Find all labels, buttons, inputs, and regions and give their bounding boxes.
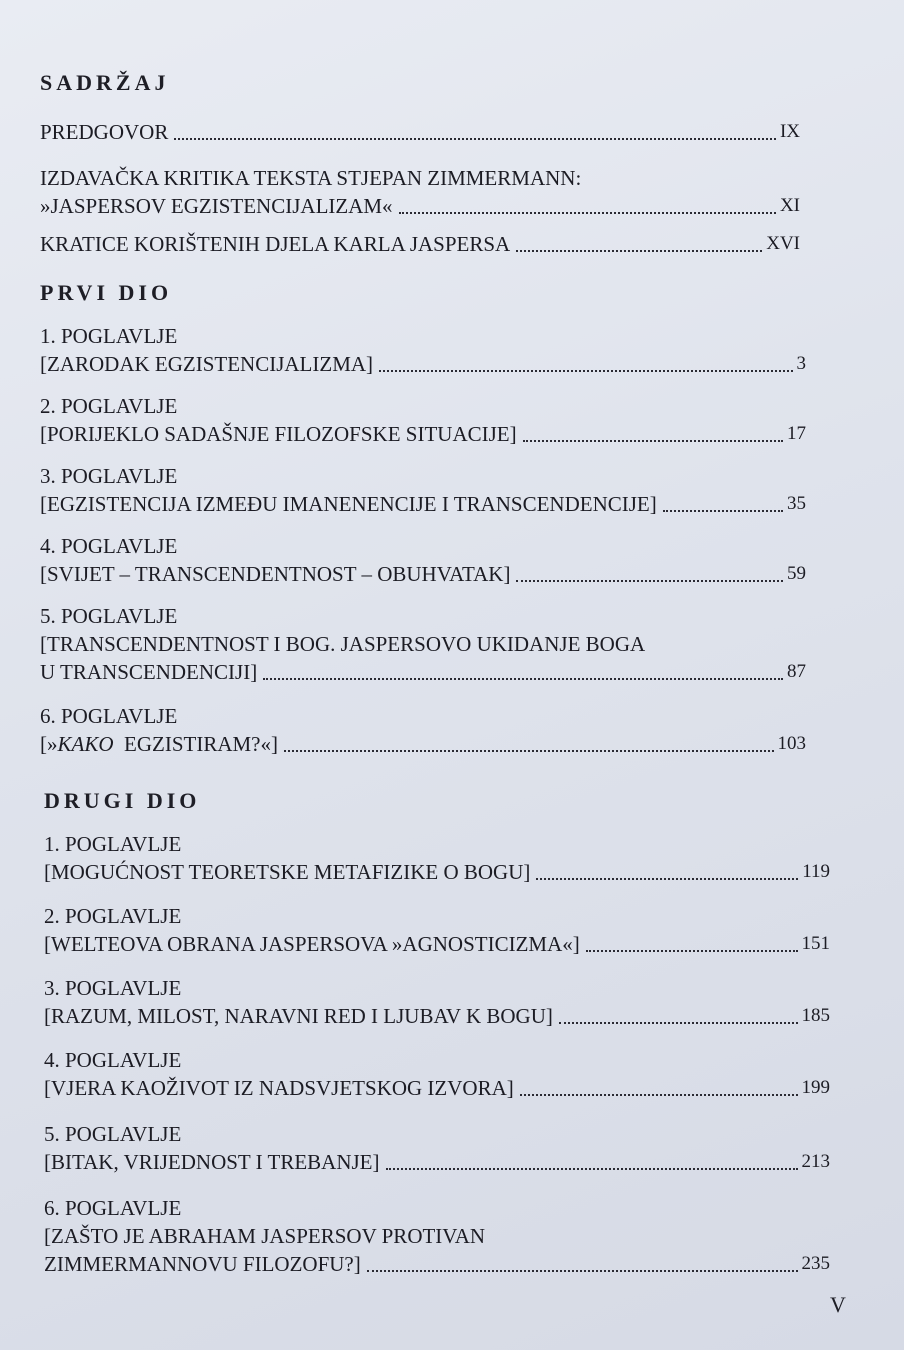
page-number: V — [830, 1292, 846, 1317]
leader-dots — [586, 950, 798, 952]
toc-entry[interactable] — [40, 322, 806, 378]
toc-entry[interactable] — [40, 532, 806, 588]
leader-dots — [516, 580, 783, 582]
toc-entry[interactable] — [44, 830, 830, 886]
chapter-number: 5. POGLAVLJE — [40, 604, 178, 628]
toc-entry[interactable] — [40, 392, 806, 448]
toc-entry[interactable] — [40, 230, 800, 258]
chapter-number: 5. POGLAVLJE — [44, 1122, 182, 1146]
leader-dots — [174, 138, 776, 140]
entry-page-number: 35 — [787, 493, 806, 514]
chapter-number: 3. POGLAVLJE — [44, 976, 182, 1000]
leader-dots — [559, 1022, 798, 1024]
entry-title: [BITAK, VRIJEDNOST I TREBANJE] — [44, 1150, 380, 1174]
toc-entry[interactable] — [40, 164, 800, 220]
chapter-number: 6. POGLAVLJE — [40, 704, 178, 728]
entry-page-number: 151 — [801, 933, 830, 954]
entry-title: [ZARODAK EGZISTENCIJALIZMA] — [40, 352, 374, 376]
entry-page-number: 59 — [787, 563, 806, 584]
leader-dots — [367, 1270, 798, 1272]
toc-entry[interactable] — [44, 1194, 830, 1278]
section-title-sadrzaj: SADRŽAJ — [40, 70, 170, 95]
chapter-number: 6. POGLAVLJE — [44, 1196, 182, 1220]
entry-title-line — [40, 192, 800, 220]
entry-title: [WELTEOVA OBRANA JASPERSOVA »AGNOSTICIZMA«] — [44, 932, 580, 956]
entry-page-number: 185 — [801, 1005, 830, 1026]
entry-title-line — [44, 858, 830, 886]
entry-title: [PORIJEKLO SADAŠNJE FILOZOFSKE SITUACIJE] — [40, 422, 517, 446]
entry-page-number: 213 — [801, 1151, 830, 1172]
entry-title-line — [44, 930, 830, 958]
entry-title: [VJERA KAOŽIVOT IZ NADSVJETSKOG IZVORA] — [44, 1076, 514, 1100]
entry-title-line — [44, 1074, 830, 1102]
leader-dots — [536, 878, 798, 880]
entry-title: ZIMMERMANNOVU FILOZOFU?] — [44, 1252, 361, 1276]
entry-page-number: 199 — [801, 1077, 830, 1098]
entry-page-number: 3 — [796, 353, 806, 374]
entry-title-line — [44, 1148, 830, 1176]
entry-title: [SVIJET – TRANSCENDENTNOST – OBUHVATAK] — [40, 562, 511, 586]
toc-entry[interactable] — [44, 1046, 830, 1102]
entry-title-line — [40, 118, 800, 146]
entry-title — [40, 730, 278, 758]
entry-page-number: 119 — [802, 861, 830, 882]
toc-entry[interactable] — [40, 702, 806, 758]
entry-title-line — [44, 1002, 830, 1030]
leader-dots — [520, 1094, 798, 1096]
entry-title-line — [40, 230, 800, 258]
entry-title-line: [TRANSCENDENTNOST I BOG. JASPERSOVO UKIDANJE BOGA — [40, 632, 646, 656]
chapter-number: 1. POGLAVLJE — [44, 832, 182, 856]
entry-page-number: IX — [779, 121, 800, 142]
entry-title-line: [ZAŠTO JE ABRAHAM JASPERSOV PROTIVAN — [44, 1224, 486, 1248]
leader-dots — [399, 212, 776, 214]
leader-dots — [663, 510, 783, 512]
toc-entry[interactable] — [40, 602, 806, 686]
entry-title-line — [44, 1250, 830, 1278]
section-title-prvi-dio: PRVI DIO — [40, 280, 173, 305]
title-prefix: [» — [40, 732, 58, 756]
entry-title: PREDGOVOR — [40, 120, 169, 144]
entry-page-number: 87 — [787, 661, 806, 682]
entry-title-line — [40, 350, 806, 378]
leader-dots — [523, 440, 783, 442]
entry-title-line — [40, 560, 806, 588]
chapter-number: 3. POGLAVLJE — [40, 464, 178, 488]
entry-page-number: 17 — [787, 423, 806, 444]
toc-entry[interactable] — [40, 462, 806, 518]
chapter-number: 4. POGLAVLJE — [44, 1048, 182, 1072]
entry-title: [MOGUĆNOST TEORETSKE METAFIZIKE O BOGU] — [44, 860, 531, 884]
toc-entry[interactable] — [44, 902, 830, 958]
entry-title-line — [40, 730, 806, 758]
entry-title-line — [40, 658, 806, 686]
entry-title-line — [40, 420, 806, 448]
entry-title: KRATICE KORIŠTENIH DJELA KARLA JASPERSA — [40, 232, 511, 256]
chapter-number: 1. POGLAVLJE — [40, 324, 178, 348]
entry-page-number: 235 — [801, 1253, 830, 1274]
chapter-number: 2. POGLAVLJE — [44, 904, 182, 928]
entry-title-line: IZDAVAČKA KRITIKA TEKSTA STJEPAN ZIMMERMANN: — [40, 166, 582, 190]
entry-title-line — [40, 490, 806, 518]
leader-dots — [284, 750, 774, 752]
toc-entry[interactable] — [40, 118, 800, 146]
leader-dots — [263, 678, 783, 680]
entry-page-number: XVI — [766, 233, 800, 254]
leader-dots — [379, 370, 792, 372]
entry-title: [EGZISTENCIJA IZMEĐU IMANENENCIJE I TRANSCENDENCIJE] — [40, 492, 657, 516]
title-suffix: EGZISTIRAM?«] — [113, 732, 278, 756]
section-title-drugi-dio: DRUGI DIO — [44, 788, 201, 813]
leader-dots — [516, 250, 762, 252]
toc-entry[interactable] — [44, 1120, 830, 1176]
entry-title: [RAZUM, MILOST, NARAVNI RED I LJUBAV K BOGU] — [44, 1004, 553, 1028]
title-italic: KAKO — [57, 732, 114, 756]
entry-page-number: XI — [779, 195, 800, 216]
toc-entry[interactable] — [44, 974, 830, 1030]
entry-title: »JASPERSOV EGZISTENCIJALIZAM« — [40, 194, 393, 218]
entry-title: U TRANSCENDENCIJI] — [40, 660, 258, 684]
chapter-number: 2. POGLAVLJE — [40, 394, 178, 418]
chapter-number: 4. POGLAVLJE — [40, 534, 178, 558]
entry-page-number: 103 — [777, 733, 806, 754]
leader-dots — [386, 1168, 798, 1170]
